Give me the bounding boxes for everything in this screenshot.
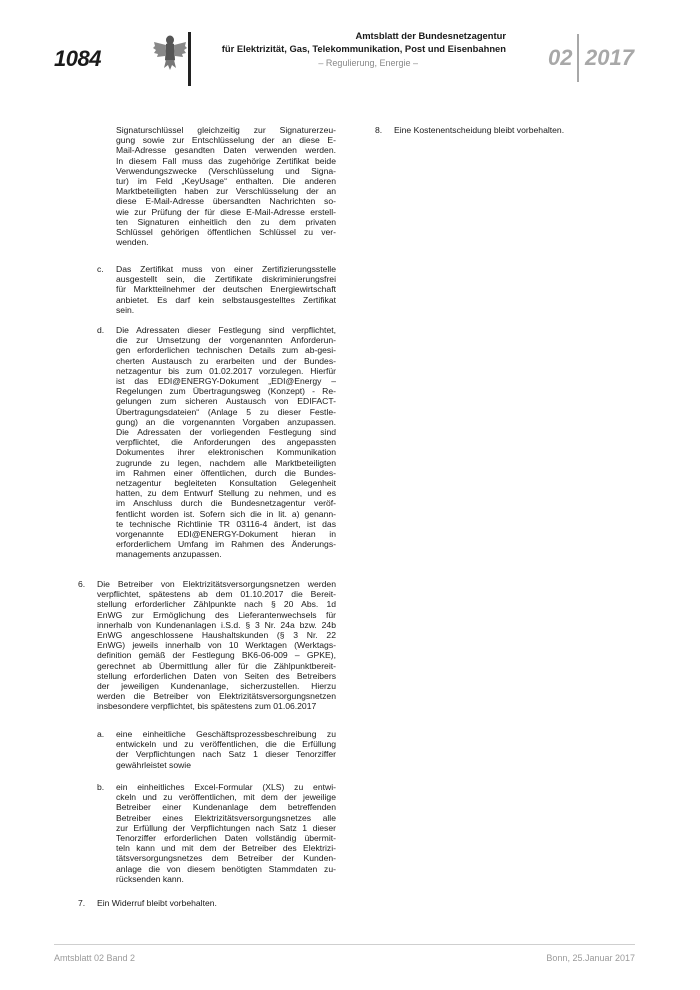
text-line: managements anzupassen. (116, 549, 222, 560)
text-line: sein. (116, 304, 135, 315)
text-line: der jeweiligen Kundenanlage, sicherzustellen. Hierzu (97, 681, 336, 692)
text-line: ckeln und zu veröffentlichen, mit dem der jeweilige (116, 792, 336, 803)
text-line: wenden. (116, 237, 149, 248)
text-line: der Verpflichtungen nach Satz 1 dieser Tenorziffer (116, 749, 336, 760)
text-line: vorgenannte EDI@ENERGY-Dokument hieran in (116, 529, 336, 540)
text-line: ist das EDI@ENERGY-Dokument „EDI@Energy – (116, 376, 336, 387)
text-line: gung sowie zur Entschlüsselung der an diese E- (116, 135, 336, 146)
footer-date: Bonn, 25.Januar 2017 (546, 953, 635, 963)
text-line: ein einheitliches Excel-Formular (XLS) zu entwi- (116, 782, 336, 792)
text-line: stellung erforderlichen Daten von Seiten des Betreibers (97, 670, 336, 681)
text-line: gerechnet ab Übermittlung aller für die Zählpunktbereit- (97, 660, 336, 671)
item-c-text (116, 264, 336, 315)
text-line: gewährleistet sowie (116, 759, 191, 770)
item-6a-text (116, 729, 336, 770)
text-line: tur) im Feld „KeyUsage“ enthalten. Die anderen (116, 176, 336, 187)
text-line: teln kann und mit dem der Betreiber des Elektrizi- (116, 843, 336, 854)
text-line: te technische Richtlinie TR 03116-4 ändert, ist das (116, 518, 336, 529)
text-line: Schlüssel gehörigen öffentlichen Schlüssel zu ver- (116, 227, 336, 238)
text-line: entwickeln und zu veröffentlichen, die die Erfüllung (116, 739, 336, 750)
item-6-marker: 6. (78, 579, 86, 589)
gazette-subtitle: – Regulierung, Energie – (318, 58, 418, 68)
text-line: Das Zertifikat muss von einer Zertifizierungsstelle (116, 264, 336, 274)
text-line: ausgestellt sein, die Zertifikate diskriminierungsfrei (116, 274, 336, 285)
text-line: Mail-Adresse gesandten Daten verwenden werden. (116, 145, 336, 156)
text-line: tätsversorgungsnetzes dem Betreiber der Kunden- (116, 853, 336, 864)
text-line: anbietet. Es darf kein selbstausgestelltes Zertifikat (116, 294, 336, 305)
item-6-text (97, 579, 336, 712)
gazette-title-line2: für Elektrizität, Gas, Telekommunikation, Post und Eisenbahnen (221, 42, 506, 54)
text-line: gelungen zum sicheren Austausch von EDIFACT- (116, 396, 336, 407)
federal-eagle-icon (152, 32, 188, 72)
footer-rule (54, 944, 635, 945)
text-line: die zur Umsetzung der vorgenannten Anforderun- (116, 335, 336, 346)
text-line: Übertragungsdateien“ (Anlage 5 zu dieser Festle- (116, 406, 336, 417)
text-line: stellung erforderlicher Zählpunkte nach § 20 Abs. 1d (97, 599, 336, 610)
item-7-marker: 7. (78, 898, 86, 908)
continuation-paragraph (116, 125, 336, 247)
text-line: rücksenden kann. (116, 873, 184, 884)
item-d-text (116, 325, 336, 560)
text-line: zur Erfüllung der Verpflichtungen nach Satz 1 dieser (116, 822, 336, 833)
text-line: netzagentur begleiteten Konsultation Gelegenheit (116, 478, 336, 489)
text-line: Die Adressaten der vorliegenden Festlegung sind (116, 427, 336, 438)
text-line: werden die Betreiber von Elektrizitätsversorgungsnetzen (97, 691, 336, 702)
footer-issue: Amtsblatt 02 Band 2 (54, 953, 136, 963)
item-8-text: Eine Kostenentscheidung bleibt vorbehalten. (394, 125, 565, 135)
text-line: wie zur Prüfung der für diese E-Mail-Adresse erstell- (116, 206, 336, 217)
item-c-marker: c. (97, 264, 104, 274)
text-line: gen erforderlichen technischen Details zum ab-gesi- (116, 345, 336, 356)
text-line: verpflichtet, die Anforderungen des angepassten (116, 437, 336, 448)
issue-divider (577, 34, 579, 82)
text-line: Betreiber einer Kundenanlage dem betreffenden (116, 802, 336, 813)
text-line: Betreiber eines Elektrizitätsversorgungsnetzes alle (116, 812, 336, 823)
text-line: verpflichtet, spätestens ab dem 01.10.2017 die Bereit- (97, 589, 336, 600)
text-line: definition gemäß der Festlegung BK6-06-009 – GPKE), (97, 650, 336, 661)
text-line: Tenorziffer erforderlichen Daten vollständig übermit- (116, 833, 336, 844)
text-line: für Marktteilnehmer der deutschen Energiewirtschaft (116, 284, 336, 295)
item-6b-text (116, 782, 336, 884)
text-line: EnWG) jeweils innerhalb von 10 Werktagen (Werktags- (97, 640, 336, 651)
issue-number: 02 (548, 45, 573, 70)
text-line: Marktbeteiligten haben zur Verschlüsselung der an (116, 186, 336, 197)
item-6a-marker: a. (97, 729, 105, 739)
text-line: Dokumentes ihrer elektronischen Kommunikation (116, 447, 336, 458)
text-line: Verwendungszwecke (Verschlüsselung und Signa- (116, 165, 336, 176)
text-line: hatten, zu dem Entwurf Stellung zu nehmen, und es (116, 488, 336, 499)
item-8-marker: 8. (375, 125, 383, 135)
text-line: Signaturschlüssel gleichzeitig zur Signaturerzeu- (116, 125, 336, 135)
text-line: ten Signaturen einheitlich den zu dem privaten (116, 216, 336, 227)
gazette-title (200, 30, 506, 55)
text-line: innerhalb von Kundenanlagen i.S.d. § 3 Nr. 24a bzw. 24b (97, 619, 336, 630)
gazette-title-line1: Amtsblatt der Bundesnetzagentur (355, 30, 506, 41)
text-line: Regelungen zum Übertragungsweg (Konzept) - Re- (116, 386, 336, 397)
text-line: eine einheitliche Geschäftsprozessbeschreibung zu (116, 729, 336, 739)
text-line: im Rahmen einer öffentlichen, durch die Bundes- (116, 467, 336, 478)
item-d-marker: d. (97, 325, 105, 335)
text-line: fentlicht worden ist. Sofern sich die in lit. a) genann- (116, 508, 336, 519)
text-line: EnWG zur Ermöglichung des Lieferantenwechsels für (97, 609, 336, 620)
text-line: In diesem Fall muss das zugehörige Zertifikat beide (116, 155, 336, 166)
text-line: erforderlichem Umfang im Rahmen des Änderungs- (116, 539, 336, 550)
header-divider (188, 32, 191, 86)
text-line: cherten Austausch zu erarbeiten und der Bundes- (116, 355, 336, 366)
item-7-text: Ein Widerruf bleibt vorbehalten. (97, 898, 217, 908)
text-line: anlage die von diesem benötigten Stammdaten zu- (116, 863, 336, 874)
text-line: insbesondere verpflichtet, bis spätestens zum 01.06.2017 (97, 701, 317, 712)
text-line: im Anschluss durch die Bundesnetzagentur veröf- (116, 498, 336, 509)
text-line: Die Betreiber von Elektrizitätsversorgungsnetzen werden (97, 579, 336, 589)
page-number: 1084 (54, 46, 101, 71)
text-line: Die Adressaten dieser Festlegung sind verpflichtet, (116, 325, 336, 335)
item-6b-marker: b. (97, 782, 105, 792)
text-line: netzagentur bis zum 01.02.2017 vorzulegen. Hierfür (116, 365, 336, 376)
text-line: diese E-Mail-Adresse übersandten Nachrichten so- (116, 196, 336, 207)
text-line: zugrunde zu legen, nachdem alle Marktbeteiligten (116, 457, 336, 468)
text-line: EnWG angeschlossene Haushaltskunden (§ 3 Nr. 22 (97, 630, 336, 641)
issue-year: 2017 (585, 45, 634, 70)
text-line: gung) an die vorgenannten Vorgaben anzupassen. (116, 416, 336, 427)
